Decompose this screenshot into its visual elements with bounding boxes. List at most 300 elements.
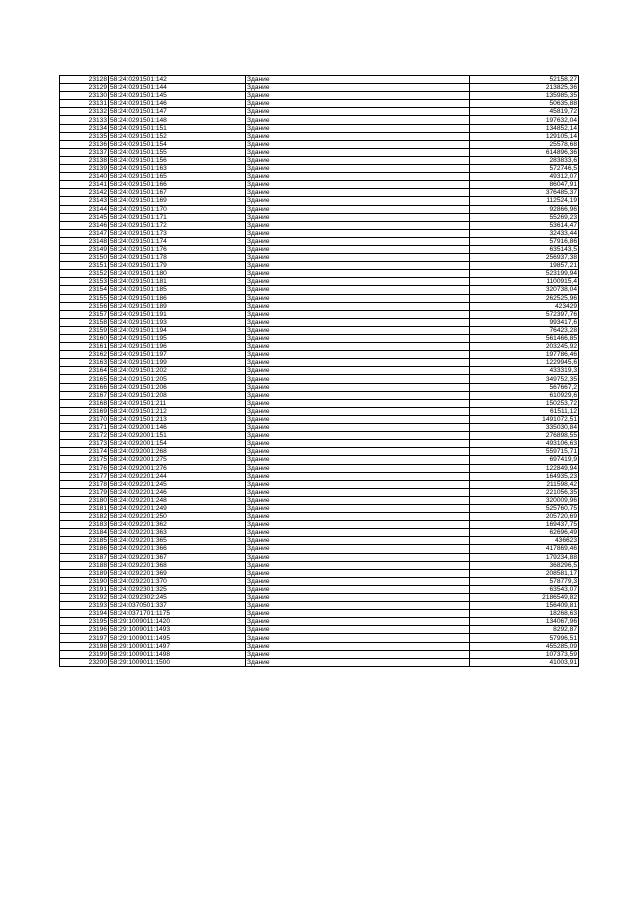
- cadastral-value-cell: 578779,3: [470, 577, 579, 585]
- cadastral-value-cell: 169437,75: [470, 521, 579, 529]
- cadastral-number-cell: 58:24:0291501:152: [109, 132, 246, 140]
- cadastral-number-cell: 58:24:0291501:172: [109, 221, 246, 229]
- object-type-cell: Здание: [246, 521, 470, 529]
- cadastral-number-cell: 58:24:0292001:151: [109, 432, 246, 440]
- object-type-cell: Здание: [246, 456, 470, 464]
- row-number-cell: 23157: [60, 310, 109, 318]
- object-type-cell: Здание: [246, 529, 470, 537]
- table-row: [60, 577, 579, 585]
- row-number-cell: 23140: [60, 173, 109, 181]
- object-type-cell: Здание: [246, 213, 470, 221]
- table-row: [60, 391, 579, 399]
- object-type-cell: Здание: [246, 440, 470, 448]
- cadastral-value-cell: 349752,35: [470, 375, 579, 383]
- cadastral-value-cell: 572397,76: [470, 310, 579, 318]
- table-row: [60, 197, 579, 205]
- cadastral-value-cell: 523199,94: [470, 270, 579, 278]
- object-type-cell: Здание: [246, 310, 470, 318]
- object-type-cell: Здание: [246, 375, 470, 383]
- object-type-cell: Здание: [246, 132, 470, 140]
- object-type-cell: Здание: [246, 537, 470, 545]
- table-row: [60, 181, 579, 189]
- cadastral-number-cell: 58:24:0292201:250: [109, 513, 246, 521]
- table-row: [60, 496, 579, 504]
- cadastral-value-cell: 203245,92: [470, 343, 579, 351]
- cadastral-number-cell: 58:24:0292201:366: [109, 545, 246, 553]
- cadastral-value-cell: 52158,27: [470, 76, 579, 84]
- cadastral-value-cell: 32433,44: [470, 229, 579, 237]
- object-type-cell: Здание: [246, 569, 470, 577]
- row-number-cell: 23190: [60, 577, 109, 585]
- cadastral-number-cell: 58:24:0291501:194: [109, 326, 246, 334]
- table-row: [60, 140, 579, 148]
- cadastral-number-cell: 58:24:0292201:245: [109, 480, 246, 488]
- row-number-cell: 23155: [60, 294, 109, 302]
- cadastral-number-cell: 58:24:0292001:146: [109, 424, 246, 432]
- object-type-cell: Здание: [246, 351, 470, 359]
- cadastral-number-cell: 58:24:0292201:367: [109, 553, 246, 561]
- row-number-cell: 23167: [60, 391, 109, 399]
- table-row: [60, 116, 579, 124]
- object-type-cell: Здание: [246, 448, 470, 456]
- table-row: [60, 343, 579, 351]
- object-type-cell: Здание: [246, 262, 470, 270]
- cadastral-number-cell: 58:24:0370501:337: [109, 602, 246, 610]
- cadastral-value-cell: 455285,09: [470, 642, 579, 650]
- cadastral-number-cell: 58:24:0292201:368: [109, 561, 246, 569]
- table-row: [60, 294, 579, 302]
- cadastral-value-cell: 8292,87: [470, 626, 579, 634]
- row-number-cell: 23143: [60, 197, 109, 205]
- row-number-cell: 23133: [60, 116, 109, 124]
- cadastral-number-cell: 58:29:1009011:1497: [109, 642, 246, 650]
- cadastral-number-cell: 58:24:0291501:167: [109, 189, 246, 197]
- object-type-cell: Здание: [246, 480, 470, 488]
- table-row: [60, 245, 579, 253]
- cadastral-value-cell: 49312,07: [470, 173, 579, 181]
- table-row: [60, 383, 579, 391]
- object-type-cell: Здание: [246, 618, 470, 626]
- cadastral-value-cell: 614896,36: [470, 148, 579, 156]
- object-type-cell: Здание: [246, 76, 470, 84]
- row-number-cell: 23128: [60, 76, 109, 84]
- cadastral-value-cell: 92866,96: [470, 205, 579, 213]
- object-type-cell: Здание: [246, 343, 470, 351]
- cadastral-number-cell: 58:24:0291501:170: [109, 205, 246, 213]
- object-type-cell: Здание: [246, 602, 470, 610]
- object-type-cell: Здание: [246, 424, 470, 432]
- cadastral-value-cell: 122849,94: [470, 464, 579, 472]
- cadastral-number-cell: 58:24:0292001:154: [109, 440, 246, 448]
- row-number-cell: 23135: [60, 132, 109, 140]
- row-number-cell: 23176: [60, 464, 109, 472]
- object-type-cell: Здание: [246, 140, 470, 148]
- object-type-cell: Здание: [246, 108, 470, 116]
- object-type-cell: Здание: [246, 383, 470, 391]
- table-row: [60, 407, 579, 415]
- table-row: [60, 602, 579, 610]
- object-type-cell: Здание: [246, 407, 470, 415]
- object-type-cell: Здание: [246, 577, 470, 585]
- cadastral-number-cell: 58:24:0292201:244: [109, 472, 246, 480]
- cadastral-number-cell: 58:24:0292201:363: [109, 529, 246, 537]
- cadastral-value-cell: 993417,6: [470, 318, 579, 326]
- cadastral-value-cell: 335030,84: [470, 424, 579, 432]
- cadastral-number-cell: 58:24:0292201:362: [109, 521, 246, 529]
- row-number-cell: 23187: [60, 553, 109, 561]
- table-row: [60, 92, 579, 100]
- cadastral-value-cell: 134852,14: [470, 124, 579, 132]
- table-row: [60, 585, 579, 593]
- row-number-cell: 23152: [60, 270, 109, 278]
- table-row: [60, 634, 579, 642]
- table-row: [60, 148, 579, 156]
- row-number-cell: 23184: [60, 529, 109, 537]
- cadastral-number-cell: 58:24:0291501:195: [109, 335, 246, 343]
- cadastral-value-cell: 559715,71: [470, 448, 579, 456]
- object-type-cell: Здание: [246, 561, 470, 569]
- object-type-cell: Здание: [246, 181, 470, 189]
- row-number-cell: 23154: [60, 286, 109, 294]
- object-type-cell: Здание: [246, 318, 470, 326]
- table-row: [60, 173, 579, 181]
- cadastral-number-cell: 58:24:0292201:369: [109, 569, 246, 577]
- row-number-cell: 23188: [60, 561, 109, 569]
- cadastral-value-cell: 76423,28: [470, 326, 579, 334]
- table-row: [60, 254, 579, 262]
- row-number-cell: 23181: [60, 504, 109, 512]
- object-type-cell: Здание: [246, 254, 470, 262]
- cadastral-value-cell: 57916,86: [470, 237, 579, 245]
- object-type-cell: Здание: [246, 585, 470, 593]
- cadastral-value-cell: 45819,72: [470, 108, 579, 116]
- cadastral-value-cell: 436623: [470, 537, 579, 545]
- table-row: [60, 76, 579, 84]
- table-row: [60, 610, 579, 618]
- cadastral-number-cell: 58:24:0292201:365: [109, 537, 246, 545]
- cadastral-number-cell: 58:24:0292001:276: [109, 464, 246, 472]
- cadastral-number-cell: 58:24:0292201:249: [109, 504, 246, 512]
- table-row: [60, 529, 579, 537]
- object-type-cell: Здание: [246, 278, 470, 286]
- object-type-cell: Здание: [246, 399, 470, 407]
- table-row: [60, 278, 579, 286]
- cadastral-number-cell: 58:24:0291501:163: [109, 165, 246, 173]
- cadastral-number-cell: 58:24:0291501:196: [109, 343, 246, 351]
- cadastral-number-cell: 58:24:0291501:202: [109, 367, 246, 375]
- table-row: [60, 399, 579, 407]
- table-row: [60, 658, 579, 666]
- object-type-cell: Здание: [246, 156, 470, 164]
- row-number-cell: 23189: [60, 569, 109, 577]
- row-number-cell: 23162: [60, 351, 109, 359]
- cadastral-value-cell: 197786,46: [470, 351, 579, 359]
- object-type-cell: Здание: [246, 237, 470, 245]
- cadastral-number-cell: 58:24:0291501:154: [109, 140, 246, 148]
- object-type-cell: Здание: [246, 391, 470, 399]
- row-number-cell: 23177: [60, 472, 109, 480]
- object-type-cell: Здание: [246, 415, 470, 423]
- cadastral-value-cell: 150253,72: [470, 399, 579, 407]
- cadastral-value-cell: 18268,63: [470, 610, 579, 618]
- table-row: [60, 189, 579, 197]
- row-number-cell: 23153: [60, 278, 109, 286]
- table-row: [60, 415, 579, 423]
- row-number-cell: 23191: [60, 585, 109, 593]
- row-number-cell: 23196: [60, 626, 109, 634]
- table-row: [60, 375, 579, 383]
- cadastral-number-cell: 58:24:0292201:248: [109, 496, 246, 504]
- cadastral-value-cell: 50635,88: [470, 100, 579, 108]
- row-number-cell: 23163: [60, 359, 109, 367]
- cadastral-value-cell: 320738,04: [470, 286, 579, 294]
- cadastral-number-cell: 58:24:0291501:165: [109, 173, 246, 181]
- cadastral-value-cell: 19857,21: [470, 262, 579, 270]
- cadastral-number-cell: 58:29:1009011:1498: [109, 650, 246, 658]
- object-type-cell: Здание: [246, 545, 470, 553]
- cadastral-number-cell: 58:24:0291501:178: [109, 254, 246, 262]
- cadastral-value-cell: 276898,55: [470, 432, 579, 440]
- row-number-cell: 23197: [60, 634, 109, 642]
- cadastral-value-cell: 320009,96: [470, 496, 579, 504]
- table-row: [60, 504, 579, 512]
- object-type-cell: Здание: [246, 197, 470, 205]
- cadastral-number-cell: 58:24:0291501:193: [109, 318, 246, 326]
- cadastral-value-cell: 179234,88: [470, 553, 579, 561]
- row-number-cell: 23129: [60, 84, 109, 92]
- table-row: [60, 156, 579, 164]
- row-number-cell: 23180: [60, 496, 109, 504]
- row-number-cell: 23178: [60, 480, 109, 488]
- register-table-body: [60, 76, 579, 667]
- row-number-cell: 23138: [60, 156, 109, 164]
- cadastral-value-cell: 135985,35: [470, 92, 579, 100]
- cadastral-number-cell: 58:24:0291501:166: [109, 181, 246, 189]
- table-row: [60, 165, 579, 173]
- cadastral-number-cell: 58:24:0291501:173: [109, 229, 246, 237]
- row-number-cell: 23174: [60, 448, 109, 456]
- row-number-cell: 23132: [60, 108, 109, 116]
- object-type-cell: Здание: [246, 594, 470, 602]
- cadastral-value-cell: 1491072,51: [470, 415, 579, 423]
- cadastral-value-cell: 561466,85: [470, 335, 579, 343]
- cadastral-number-cell: 58:24:0291501:179: [109, 262, 246, 270]
- table-row: [60, 270, 579, 278]
- table-row: [60, 108, 579, 116]
- table-row: [60, 335, 579, 343]
- row-number-cell: 23131: [60, 100, 109, 108]
- object-type-cell: Здание: [246, 302, 470, 310]
- cadastral-value-cell: 213825,36: [470, 84, 579, 92]
- row-number-cell: 23198: [60, 642, 109, 650]
- cadastral-value-cell: 417869,46: [470, 545, 579, 553]
- table-row: [60, 262, 579, 270]
- row-number-cell: 23172: [60, 432, 109, 440]
- cadastral-value-cell: 62696,49: [470, 529, 579, 537]
- object-type-cell: Здание: [246, 189, 470, 197]
- cadastral-value-cell: 197632,04: [470, 116, 579, 124]
- table-row: [60, 464, 579, 472]
- object-type-cell: Здание: [246, 84, 470, 92]
- table-row: [60, 650, 579, 658]
- cadastral-number-cell: 58:24:0291501:145: [109, 92, 246, 100]
- cadastral-value-cell: 1229945,6: [470, 359, 579, 367]
- table-row: [60, 318, 579, 326]
- object-type-cell: Здание: [246, 165, 470, 173]
- cadastral-number-cell: 58:24:0292201:370: [109, 577, 246, 585]
- row-number-cell: 23170: [60, 415, 109, 423]
- cadastral-value-cell: 205720,69: [470, 513, 579, 521]
- table-row: [60, 432, 579, 440]
- row-number-cell: 23182: [60, 513, 109, 521]
- cadastral-value-cell: 572746,5: [470, 165, 579, 173]
- object-type-cell: Здание: [246, 464, 470, 472]
- row-number-cell: 23200: [60, 658, 109, 666]
- row-number-cell: 23160: [60, 335, 109, 343]
- cadastral-number-cell: 58:24:0292001:275: [109, 456, 246, 464]
- object-type-cell: Здание: [246, 432, 470, 440]
- cadastral-number-cell: 58:24:0291501:156: [109, 156, 246, 164]
- cadastral-value-cell: 211598,42: [470, 480, 579, 488]
- object-type-cell: Здание: [246, 650, 470, 658]
- cadastral-value-cell: 433319,3: [470, 367, 579, 375]
- cadastral-number-cell: 58:24:0291501:211: [109, 399, 246, 407]
- cadastral-number-cell: 58:24:0291501:169: [109, 197, 246, 205]
- row-number-cell: 23137: [60, 148, 109, 156]
- object-type-cell: Здание: [246, 229, 470, 237]
- cadastral-number-cell: 58:24:0291501:181: [109, 278, 246, 286]
- cadastral-value-cell: 53614,47: [470, 221, 579, 229]
- cadastral-number-cell: 58:24:0291501:197: [109, 351, 246, 359]
- cadastral-number-cell: 58:24:0291501:186: [109, 294, 246, 302]
- object-type-cell: Здание: [246, 326, 470, 334]
- table-row: [60, 124, 579, 132]
- row-number-cell: 23171: [60, 424, 109, 432]
- object-type-cell: Здание: [246, 116, 470, 124]
- row-number-cell: 23168: [60, 399, 109, 407]
- cadastral-value-cell: 156409,81: [470, 602, 579, 610]
- cadastral-number-cell: 58:24:0291501:189: [109, 302, 246, 310]
- cadastral-number-cell: 58:24:0291501:176: [109, 245, 246, 253]
- row-number-cell: 23156: [60, 302, 109, 310]
- cadastral-number-cell: 58:24:0291501:180: [109, 270, 246, 278]
- table-row: [60, 553, 579, 561]
- register-table: [59, 75, 579, 667]
- row-number-cell: 23173: [60, 440, 109, 448]
- row-number-cell: 23169: [60, 407, 109, 415]
- cadastral-value-cell: 208581,17: [470, 569, 579, 577]
- cadastral-number-cell: 58:24:0291501:171: [109, 213, 246, 221]
- cadastral-value-cell: 262525,96: [470, 294, 579, 302]
- table-row: [60, 229, 579, 237]
- row-number-cell: 23147: [60, 229, 109, 237]
- cadastral-value-cell: 423429: [470, 302, 579, 310]
- object-type-cell: Здание: [246, 642, 470, 650]
- cadastral-number-cell: 58:29:1009011:1500: [109, 658, 246, 666]
- cadastral-number-cell: 58:24:0291501:147: [109, 108, 246, 116]
- cadastral-value-cell: 61511,12: [470, 407, 579, 415]
- cadastral-value-cell: 164935,23: [470, 472, 579, 480]
- row-number-cell: 23146: [60, 221, 109, 229]
- cadastral-value-cell: 610929,6: [470, 391, 579, 399]
- cadastral-value-cell: 134067,96: [470, 618, 579, 626]
- table-row: [60, 286, 579, 294]
- row-number-cell: 23165: [60, 375, 109, 383]
- cadastral-value-cell: 25578,68: [470, 140, 579, 148]
- object-type-cell: Здание: [246, 367, 470, 375]
- cadastral-number-cell: 58:24:0291501:148: [109, 116, 246, 124]
- cadastral-value-cell: 368296,5: [470, 561, 579, 569]
- cadastral-number-cell: 58:24:0291501:144: [109, 84, 246, 92]
- cadastral-number-cell: 58:24:0291501:155: [109, 148, 246, 156]
- cadastral-value-cell: 1100915,4: [470, 278, 579, 286]
- cadastral-value-cell: 129105,14: [470, 132, 579, 140]
- row-number-cell: 23183: [60, 521, 109, 529]
- object-type-cell: Здание: [246, 359, 470, 367]
- row-number-cell: 23134: [60, 124, 109, 132]
- cadastral-number-cell: 58:24:0291501:185: [109, 286, 246, 294]
- cadastral-number-cell: 58:29:1009011:1420: [109, 618, 246, 626]
- cadastral-value-cell: 55269,23: [470, 213, 579, 221]
- table-row: [60, 310, 579, 318]
- row-number-cell: 23158: [60, 318, 109, 326]
- cadastral-value-cell: 567667,2: [470, 383, 579, 391]
- cadastral-value-cell: 635143,5: [470, 245, 579, 253]
- table-row: [60, 440, 579, 448]
- cadastral-number-cell: 58:24:0291501:151: [109, 124, 246, 132]
- row-number-cell: 23149: [60, 245, 109, 253]
- cadastral-number-cell: 58:29:1009011:1495: [109, 634, 246, 642]
- row-number-cell: 23199: [60, 650, 109, 658]
- table-row: [60, 237, 579, 245]
- cadastral-number-cell: 58:24:0291501:212: [109, 407, 246, 415]
- object-type-cell: Здание: [246, 100, 470, 108]
- cadastral-value-cell: 86047,91: [470, 181, 579, 189]
- row-number-cell: 23186: [60, 545, 109, 553]
- cadastral-value-cell: 41003,91: [470, 658, 579, 666]
- table-row: [60, 545, 579, 553]
- object-type-cell: Здание: [246, 626, 470, 634]
- cadastral-number-cell: 58:24:0292201:246: [109, 488, 246, 496]
- table-row: [60, 513, 579, 521]
- cadastral-value-cell: 283833,6: [470, 156, 579, 164]
- cadastral-value-cell: 525760,75: [470, 504, 579, 512]
- row-number-cell: 23136: [60, 140, 109, 148]
- object-type-cell: Здание: [246, 610, 470, 618]
- table-row: [60, 132, 579, 140]
- table-row: [60, 213, 579, 221]
- object-type-cell: Здание: [246, 496, 470, 504]
- object-type-cell: Здание: [246, 658, 470, 666]
- table-row: [60, 626, 579, 634]
- table-row: [60, 100, 579, 108]
- table-row: [60, 569, 579, 577]
- table-row: [60, 521, 579, 529]
- cadastral-value-cell: 697419,9: [470, 456, 579, 464]
- cadastral-value-cell: 221056,35: [470, 488, 579, 496]
- object-type-cell: Здание: [246, 124, 470, 132]
- table-row: [60, 537, 579, 545]
- cadastral-value-cell: 2186549,82: [470, 594, 579, 602]
- cadastral-number-cell: 58:24:0291501:205: [109, 375, 246, 383]
- cadastral-value-cell: 376485,37: [470, 189, 579, 197]
- cadastral-value-cell: 256937,38: [470, 254, 579, 262]
- cadastral-number-cell: 58:24:0291501:199: [109, 359, 246, 367]
- table-row: [60, 205, 579, 213]
- table-row: [60, 302, 579, 310]
- table-row: [60, 594, 579, 602]
- object-type-cell: Здание: [246, 504, 470, 512]
